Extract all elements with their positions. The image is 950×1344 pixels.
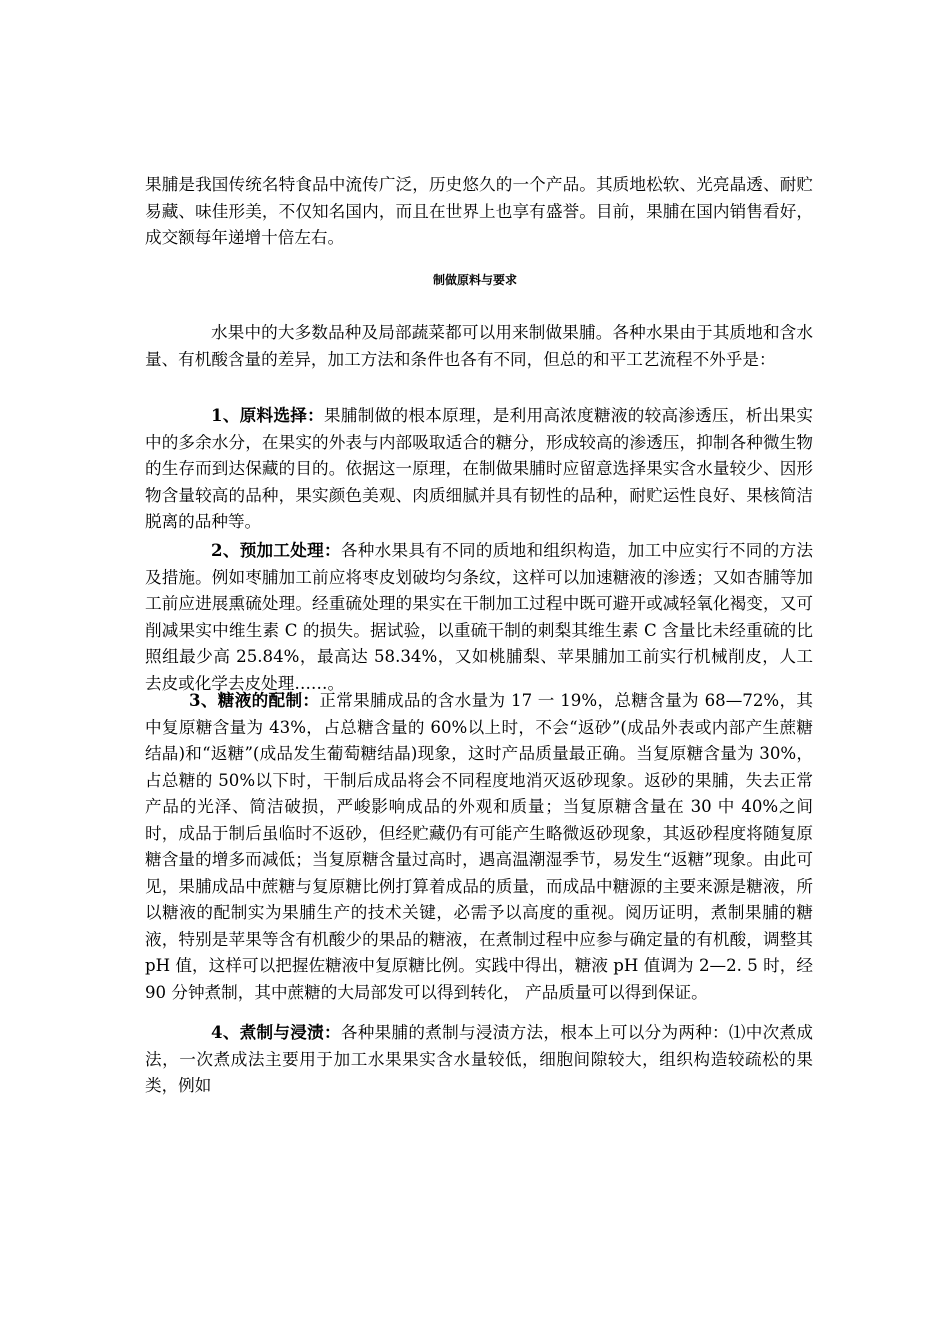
section-title: 制做原料与要求 xyxy=(432,273,517,287)
step-4-text: 各种果脯的煮制与浸渍方法，根本上可以分为两种：⑴中次煮成法，一次煮成法主要用于加工水果果实含水量较低，细胞间隙较大，组织构造较疏松的果类，例如 xyxy=(145,1023,814,1095)
step-3-text: 正常果脯成品的含水量为 17 一 19%，总糖含量为 68—72%，其中复原糖含量为 43%，占总糖含量的 60%以上时，不会“返砂”(成品外表或内部产生蔗糖结晶)和“返糖”(成品发生葡萄糖结晶)现象，这时产品质量最正确。当复原糖含量为 30%，占总糖的 50%以下时，干制后成品将会不同程度地消灭返砂现象。返砂的果脯，失去正常产品的光泽、简洁破损，严峻影响成品的外观和质量；当复原糖含量在 30 中 40%之间时，成品于制后虽临时不返砂，但经贮藏仍有可能产生略微返砂现象，其返砂程度将随复原糖含量的增多而减低；当复原糖含量过高时，遇高温潮湿季节，易发生“返糖”现象。由此可见，果脯成品中蔗糖与复原糖比例打算着成品的质量，而成品中糖源的主要来源是糖液，所以糖液的配制实为果脯生产的技术关键，必需予以高度的重视。阅历证明，煮制果脯的糖液，特别是苹果等含有机酸少的果品的糖液，在煮制过程中应参与确定量的有机酸，调整其 pH 值，这样可以把握佐糖液中复原糖比例。实践中得出，糖液 pH 值调为 2—2. 5 时，经 90 分钟煮制，其中蔗糖的大局部发可以得到转化， 产品质量可以得到保证。 xyxy=(145,691,814,1002)
step-3-paragraph xyxy=(145,687,813,1006)
step-1-paragraph xyxy=(145,402,813,536)
step-4-paragraph xyxy=(145,1019,813,1100)
intro-paragraph: 果脯是我国传统名特食品中流传广泛，历史悠久的一个产品。其质地松软、光亮晶透、耐贮易藏、味佳形美，不仅知名国内，而且在世界上也享有盛誉。目前，果脯在国内销售看好，成交额每年递增十倍左右。 xyxy=(145,175,813,247)
step-2-text: 各种水果具有不同的质地和组织构造，加工中应实行不同的方法及措施。例如枣脯加工前应将枣皮划破均匀条纹，这样可以加速糖液的渗透；又如杏脯等加工前应进展熏硫处理。经重硫处理的果实在干制加工过程中既可避开或减轻氧化褐变，又可削减果实中维生素 C 的损失。据试验，以重硫干制的刺梨其维生素 C 含量比未经重硫的比照组最少高 25.84%，最高达 58.34%，又如桃脯梨、苹果脯加工前实行机械削皮，人工去皮或化学去皮处理……。 xyxy=(145,541,814,693)
step-2-label: 2、预加工处理： xyxy=(211,540,341,560)
step-1-text: 果脯制做的根本原理，是利用高浓度糖液的较高渗透压，析出果实中的多余水分，在果实的外表与内部吸取适合的糖分，形成较高的渗透压，抑制各种微生物的生存而到达保藏的目的。依据这一原理，在制做果脯时应留意选择果实含水量较少、因形物含量较高的品种，果实颜色美观、肉质细腻并具有韧性的品种，耐贮运性良好、果核简洁脱离的品种等。 xyxy=(145,406,814,531)
step-2-paragraph xyxy=(145,537,813,697)
overview-paragraph: 水果中的大多数品种及局部蔬菜都可以用来制做果脯。各种水果由于其质地和含水量、有机酸含量的差异，加工方法和条件也各有不同，但总的和平工艺流程不外乎是： xyxy=(145,323,813,369)
step-1-label: 1、原料选择： xyxy=(211,405,325,425)
step-4-label: 4、煮制与浸渍： xyxy=(211,1022,341,1042)
step-3-label: 3、糖液的配制： xyxy=(189,690,320,710)
